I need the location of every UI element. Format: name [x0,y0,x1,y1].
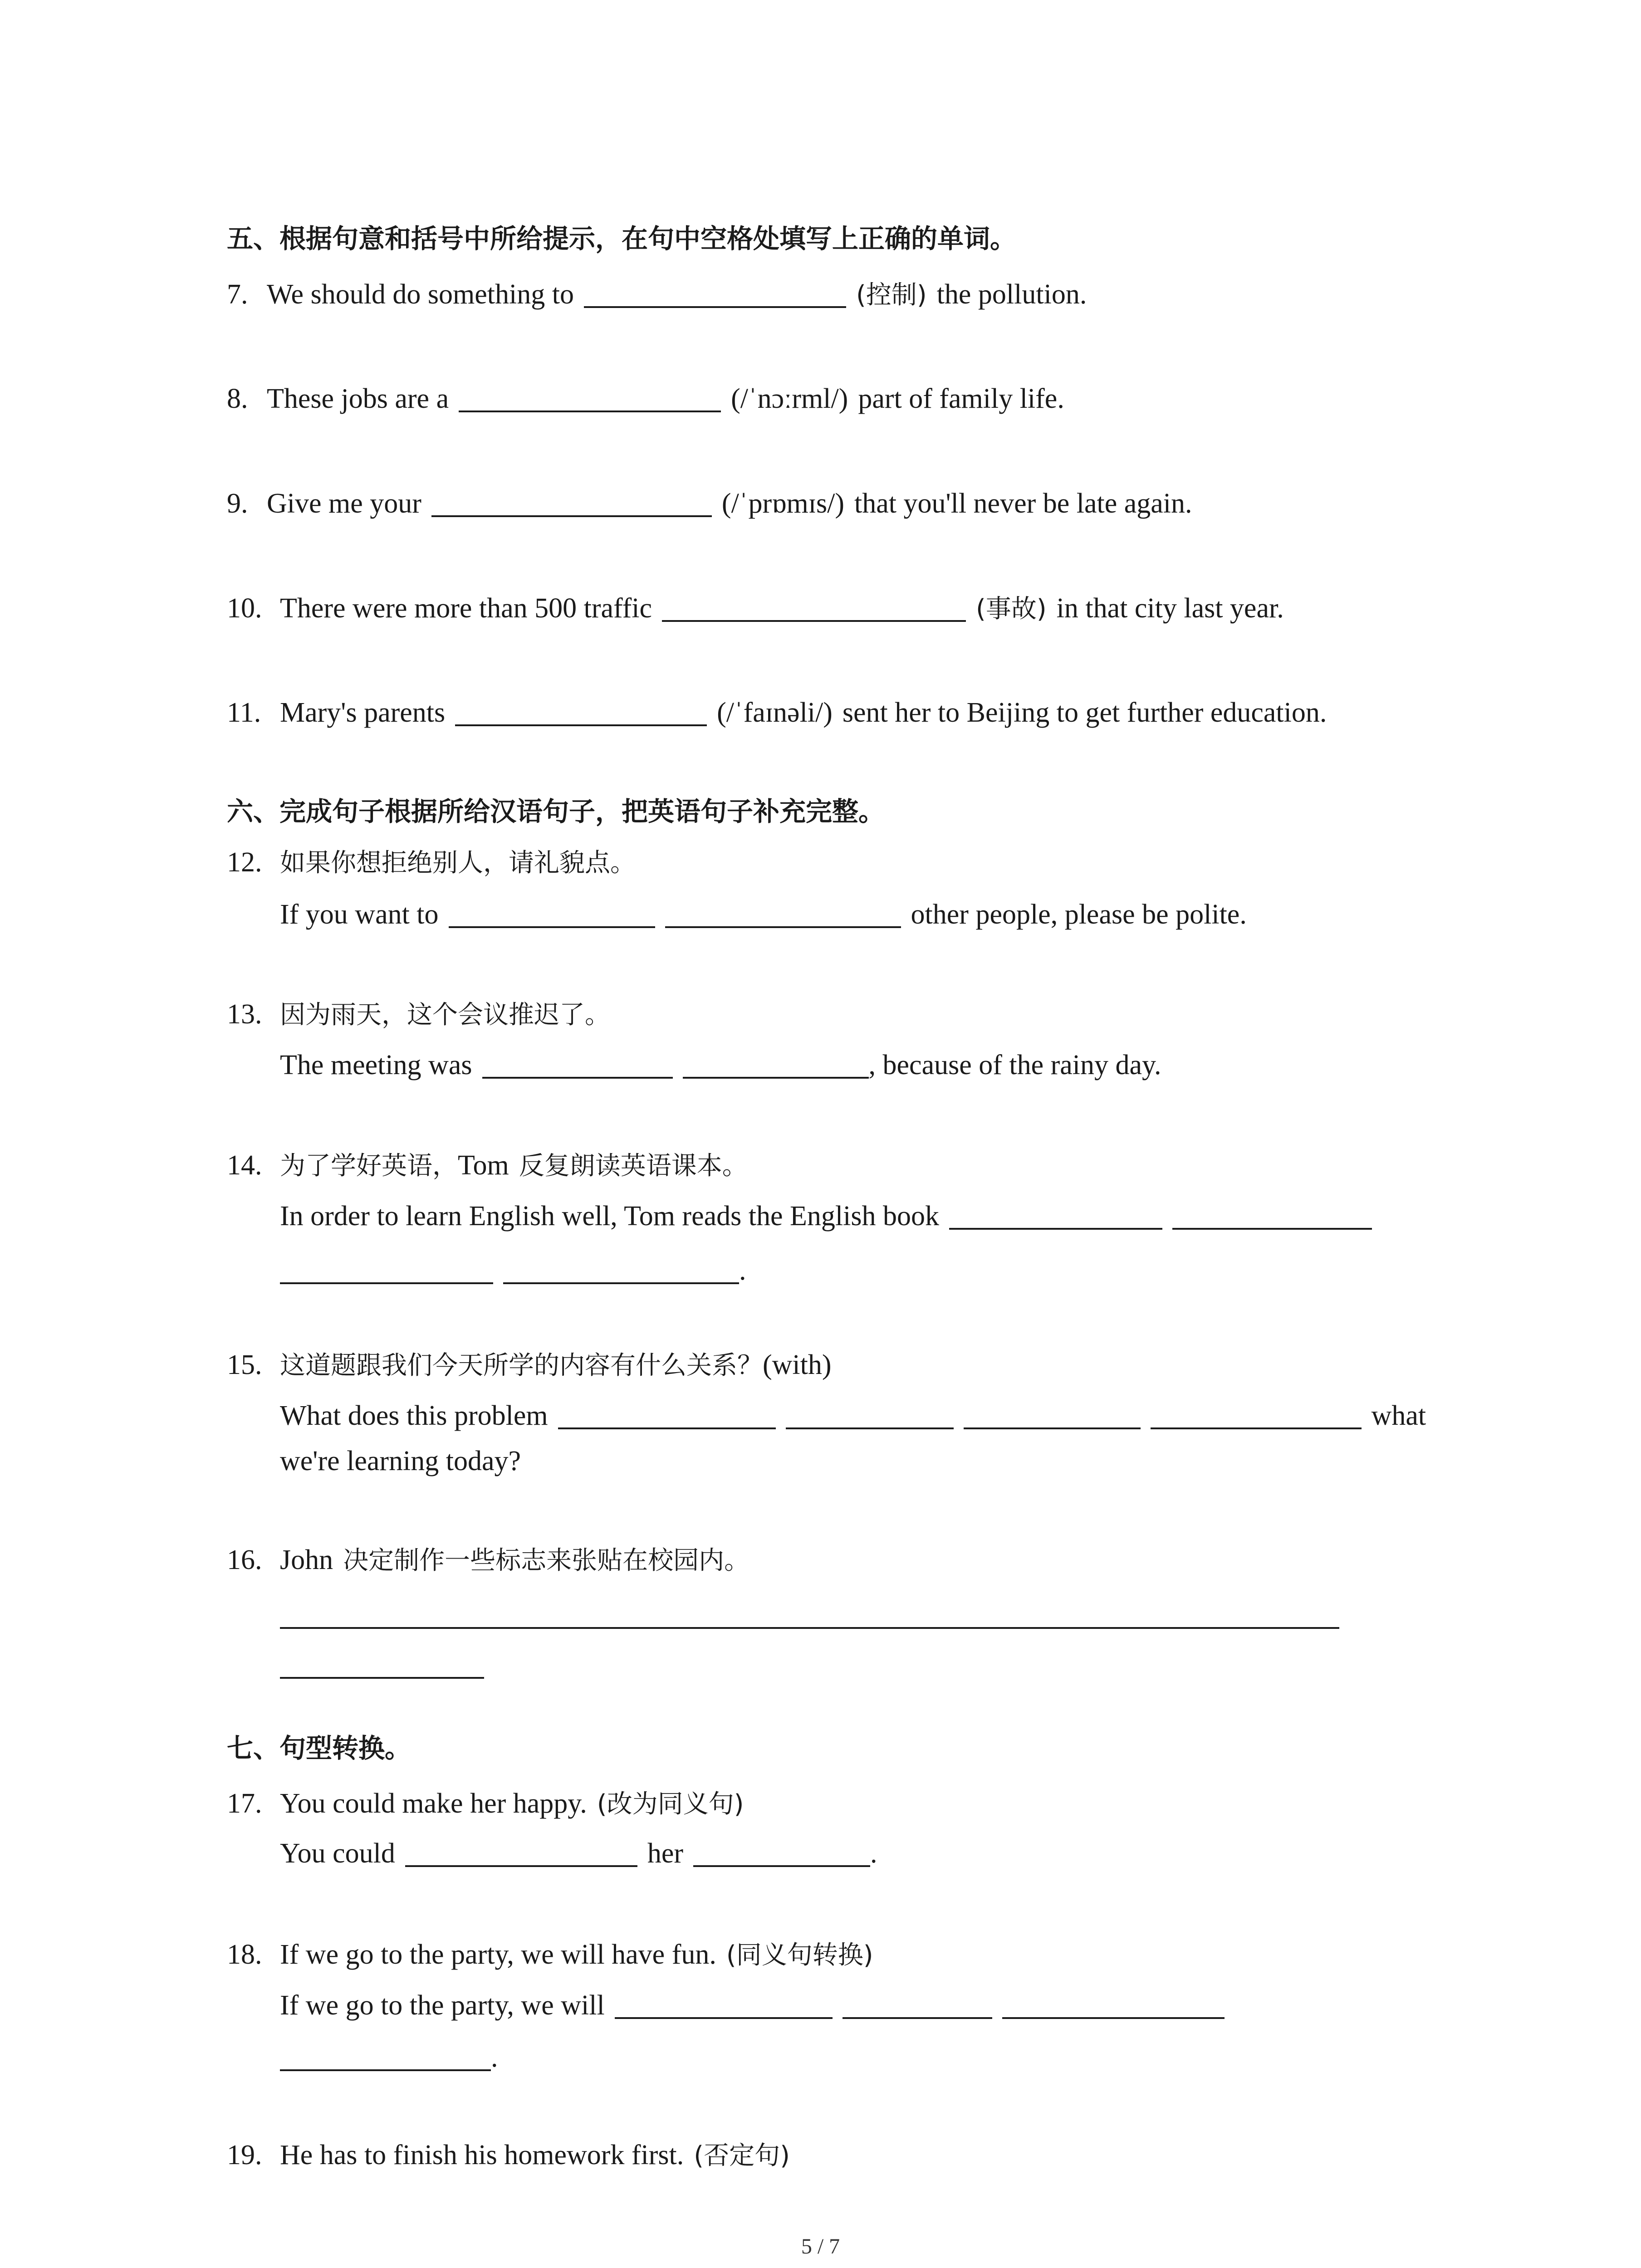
question-11 [227,699,1327,727]
question-8 [227,385,1064,413]
question-14-chinese [227,1151,748,1179]
answer-blank[interactable] [1002,1994,1225,2019]
chinese-sentence: 决定制作一些标志来张贴在校园内。 [343,1546,750,1575]
answer-blank[interactable] [584,283,846,308]
question-text: other people, please be polite. [911,899,1247,930]
hint: (改为同义句) [597,1789,744,1819]
sentence-end: . [870,1838,877,1869]
question-text: He has to finish his homework first. [280,2140,684,2170]
question-text: What does this problem [280,1400,548,1431]
question-15-chinese [227,1351,832,1379]
question-text: we're learning today? [280,1446,521,1476]
hint: (事故) [975,594,1047,624]
question-19 [227,2141,790,2169]
question-12-english [280,900,1247,929]
question-number: 18. [227,1939,262,1970]
answer-blank[interactable] [280,1259,493,1284]
chinese-sentence-name: John [280,1545,333,1575]
chinese-sentence: 为了学好英语， [280,1151,458,1181]
question-text: that you'll never be late again. [854,488,1192,519]
question-text: Mary's parents [280,697,446,728]
question-16-answer-cont [280,1651,484,1679]
hint: (同义句转换) [726,1941,873,1970]
question-text: sent her to Beijing to get further education. [842,697,1327,728]
question-number: 9. [227,488,248,519]
question-text: the pollution. [936,279,1087,310]
question-text: If you want to [280,899,439,930]
question-7 [227,280,1087,308]
section-heading: 六、完成句子根据所给汉语句子，把英语句子补充完整。 [227,796,885,827]
question-number: 10. [227,593,262,624]
answer-blank[interactable] [949,1204,1162,1230]
answer-blank[interactable] [482,1053,673,1079]
answer-blank[interactable] [786,1404,954,1429]
question-18-answer [280,1991,1225,2019]
answer-blank[interactable] [662,596,966,622]
answer-blank[interactable] [431,492,712,517]
question-text: You could make her happy. [280,1788,587,1819]
sentence-end: . [491,2042,498,2073]
question-18-answer-cont [280,2043,498,2072]
hint: (/ˈfaɪnəli/) [717,697,833,728]
chinese-sentence: 这道题跟我们今天所学的内容有什么关系？ [280,1351,763,1380]
question-text: part of family life. [858,383,1064,414]
answer-blank[interactable] [615,1994,833,2019]
hint: (/ˈnɔːrml/) [731,383,848,414]
question-number: 13. [227,999,262,1030]
question-text: There were more than 500 traffic [280,593,652,624]
question-text: In order to learn English well, Tom reads the English book [280,1201,939,1232]
question-15-english-cont [280,1447,521,1475]
answer-blank[interactable] [503,1259,739,1284]
question-number: 19. [227,2140,262,2170]
question-10 [227,594,1284,622]
answer-blank[interactable] [558,1404,776,1429]
question-text: These jobs are a [267,383,449,414]
hint: (否定句) [694,2141,790,2170]
chinese-sentence-name: Tom [458,1150,509,1181]
question-text: We should do something to [267,279,574,310]
question-13-chinese [227,1000,610,1028]
question-text: her [647,1838,683,1869]
hint: (/ˈprɒmɪs/) [721,488,844,519]
answer-blank[interactable] [843,1994,992,2019]
sentence-end: . [739,1255,746,1286]
question-13-english [280,1051,1161,1079]
answer-blank[interactable] [1172,1204,1372,1230]
question-text: , because of the rainy day. [868,1050,1161,1080]
answer-blank[interactable] [665,903,901,928]
answer-line[interactable] [280,1603,1339,1629]
section-heading: 五、根据句意和括号中所给提示，在句中空格处填写上正确的单词。 [227,223,1017,254]
question-text: You could [280,1838,395,1869]
hint: (控制) [856,280,927,310]
chinese-sentence: 反复朗读英语课本。 [519,1151,748,1181]
question-12-chinese [227,848,636,876]
question-text: in that city last year. [1056,593,1284,624]
question-text: If we go to the party, we will have fun. [280,1939,716,1970]
question-text: Give me your [267,488,421,519]
question-number: 11. [227,697,261,728]
question-text: The meeting was [280,1050,472,1080]
question-17-answer [280,1839,877,1867]
question-number: 17. [227,1788,262,1819]
chinese-sentence: 如果你想拒绝别人，请礼貌点。 [280,848,636,878]
answer-blank[interactable] [280,2046,491,2071]
question-18 [227,1941,873,1969]
answer-blank[interactable] [459,387,721,412]
question-number: 14. [227,1150,262,1181]
answer-blank[interactable] [693,1842,870,1867]
question-number: 16. [227,1545,262,1575]
question-14-english-cont [280,1256,746,1285]
section-heading: 七、句型转换。 [227,1733,411,1764]
answer-blank[interactable] [1151,1404,1362,1429]
answer-blank[interactable] [455,701,707,726]
question-17 [227,1789,744,1818]
page-number: 5 / 7 [801,2234,840,2258]
question-16-answer [280,1601,1339,1629]
question-number: 12. [227,847,262,878]
answer-blank[interactable] [683,1053,869,1079]
question-number: 7. [227,279,248,310]
chinese-sentence: 因为雨天，这个会议推迟了。 [280,1000,610,1030]
question-text: what [1371,1400,1426,1431]
question-number: 8. [227,383,248,414]
question-16-chinese [227,1546,749,1574]
answer-blank[interactable] [405,1842,637,1867]
answer-blank[interactable] [964,1404,1141,1429]
question-number: 15. [227,1349,262,1380]
answer-blank[interactable] [449,903,655,928]
question-text: If we go to the party, we will [280,1990,605,2021]
question-14-english [280,1202,1372,1230]
question-15-english [280,1402,1426,1430]
answer-line[interactable] [280,1653,484,1679]
hint: (with) [763,1349,832,1380]
question-9 [227,489,1192,518]
